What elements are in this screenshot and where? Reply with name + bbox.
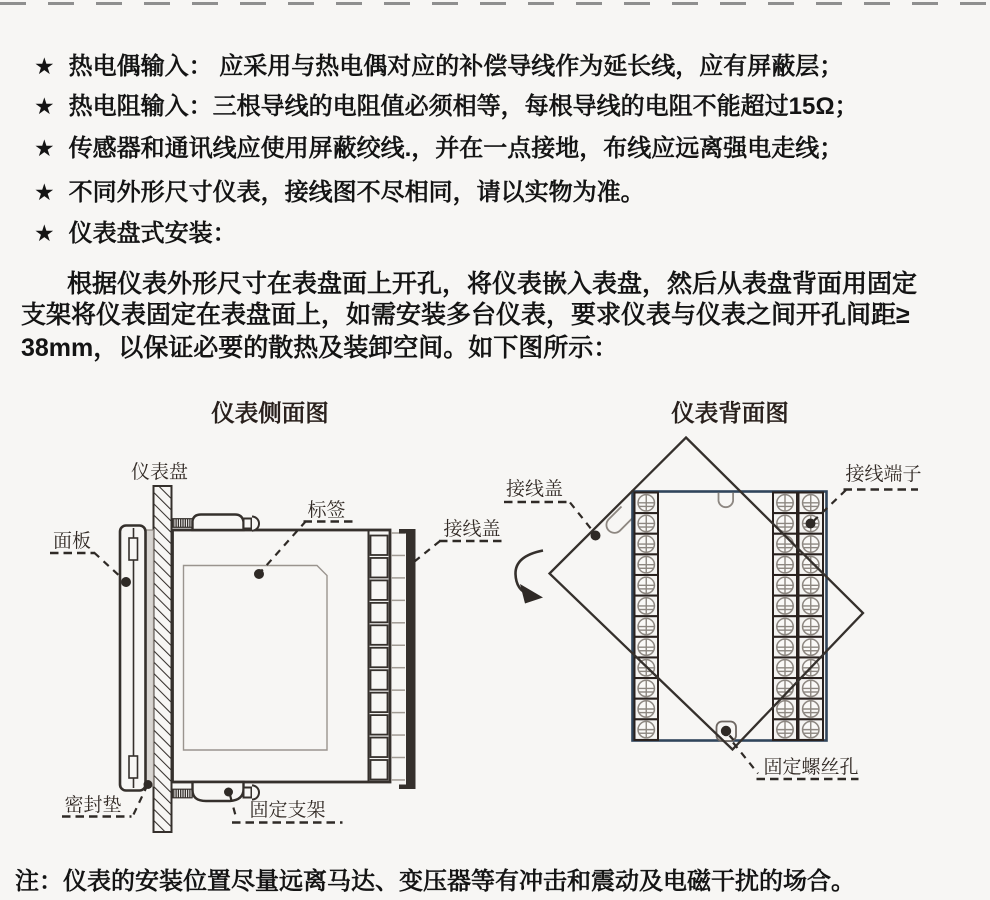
bullet-item	[34, 134, 843, 163]
mounting-bracket-top	[173, 515, 260, 531]
instrument-body	[173, 530, 391, 782]
screw-hole-label: 固定螺丝孔	[763, 757, 859, 778]
side-terminal-cell	[371, 760, 388, 780]
cover-clip-tab	[606, 507, 632, 533]
gasket-label: 密封垫	[64, 795, 122, 816]
star-icon: ★	[34, 53, 55, 79]
front-panel-label: 面板	[53, 531, 92, 552]
cover-label: 接线盖	[506, 479, 564, 500]
side-terminal-cell	[371, 536, 388, 556]
side-terminal-cell	[371, 603, 388, 623]
side-terminal-cell	[371, 670, 388, 690]
back-view-title: 仪表背面图	[671, 401, 789, 427]
bracket-label: 固定支架	[249, 800, 326, 821]
bullet-item	[34, 178, 645, 207]
back-view-diagram	[504, 438, 922, 780]
panel-wall	[154, 486, 172, 832]
screw-hole-leader	[733, 743, 758, 774]
side-terminal-strip	[371, 530, 406, 782]
star-icon: ★	[34, 93, 55, 119]
terminals-leader-dot	[806, 519, 816, 529]
star-icon: ★	[34, 220, 55, 246]
mounting-bracket-bottom	[173, 782, 260, 801]
installation-diagrams	[0, 430, 990, 845]
side-terminal-cell	[371, 625, 388, 645]
page-top-dashed-border	[0, 2, 990, 5]
side-terminal-cell	[371, 648, 388, 668]
paragraph-line: 根据仪表外形尺寸在表盘面上开孔，将仪表嵌入表盘，然后从表盘背面用固定	[67, 270, 918, 298]
side-terminal-cell	[371, 715, 388, 735]
bullet-text: 热电偶输入： 应采用与热电偶对应的补偿导线作为延长线，应有屏蔽层；	[68, 53, 844, 80]
bullet-item	[34, 219, 237, 248]
paragraph-line: 38mm，以保证必要的散热及装卸空间。如下图所示：	[21, 334, 619, 362]
wiring-cover-bar	[399, 529, 416, 789]
bullet-text: 热电阻输入：三根导线的电阻值必须相等，每根导线的电阻不能超过15Ω；	[68, 93, 859, 120]
front-panel	[120, 526, 146, 791]
screw-thread	[173, 519, 193, 528]
paragraph-line: 支架将仪表固定在表盘面上，如需安装多台仪表，要求仪表与仪表之间开孔间距≥	[21, 301, 910, 329]
rotate-arrow-head	[520, 584, 543, 604]
bullet-text: 传感器和通讯线应使用屏蔽绞线.，并在一点接地，布线应远离强电走线；	[68, 135, 844, 162]
cover-leader	[570, 503, 592, 531]
rotate-arrow	[515, 551, 543, 595]
side-terminal-cell	[371, 693, 388, 713]
bullet-item	[34, 52, 843, 81]
screw-thread	[173, 789, 193, 798]
star-icon: ★	[34, 179, 55, 205]
terminal-cover-leader	[415, 541, 441, 562]
tag-label: 标签	[307, 500, 346, 521]
side-terminal-cell	[371, 558, 388, 578]
terminals-label: 接线端子	[845, 464, 922, 485]
bottom-note: 注：仪表的安装位置尽量远离马达、变压器等有冲击和震动及电磁干扰的场合。	[15, 868, 855, 895]
side-view-title: 仪表侧面图	[211, 401, 329, 427]
bullet-item	[34, 92, 859, 121]
side-terminal-cell	[371, 580, 388, 600]
bracket-leader-dot	[224, 788, 233, 797]
side-terminal-cell	[371, 738, 388, 758]
bullet-text: 不同外形尺寸仪表，接线图不尽相同，请以实物为准。	[68, 179, 645, 206]
front-panel-leader-dot	[121, 577, 131, 587]
terminal-cover-label: 接线盖	[443, 519, 501, 540]
side-view-diagram	[50, 461, 503, 832]
gasket-leader-dot	[144, 780, 153, 789]
bullet-text: 仪表盘式安装：	[68, 220, 237, 247]
star-icon: ★	[34, 135, 55, 161]
panel-board-label: 仪表盘	[131, 462, 189, 483]
tag-leader-dot	[254, 569, 264, 579]
cover-leader-dot	[591, 531, 601, 541]
